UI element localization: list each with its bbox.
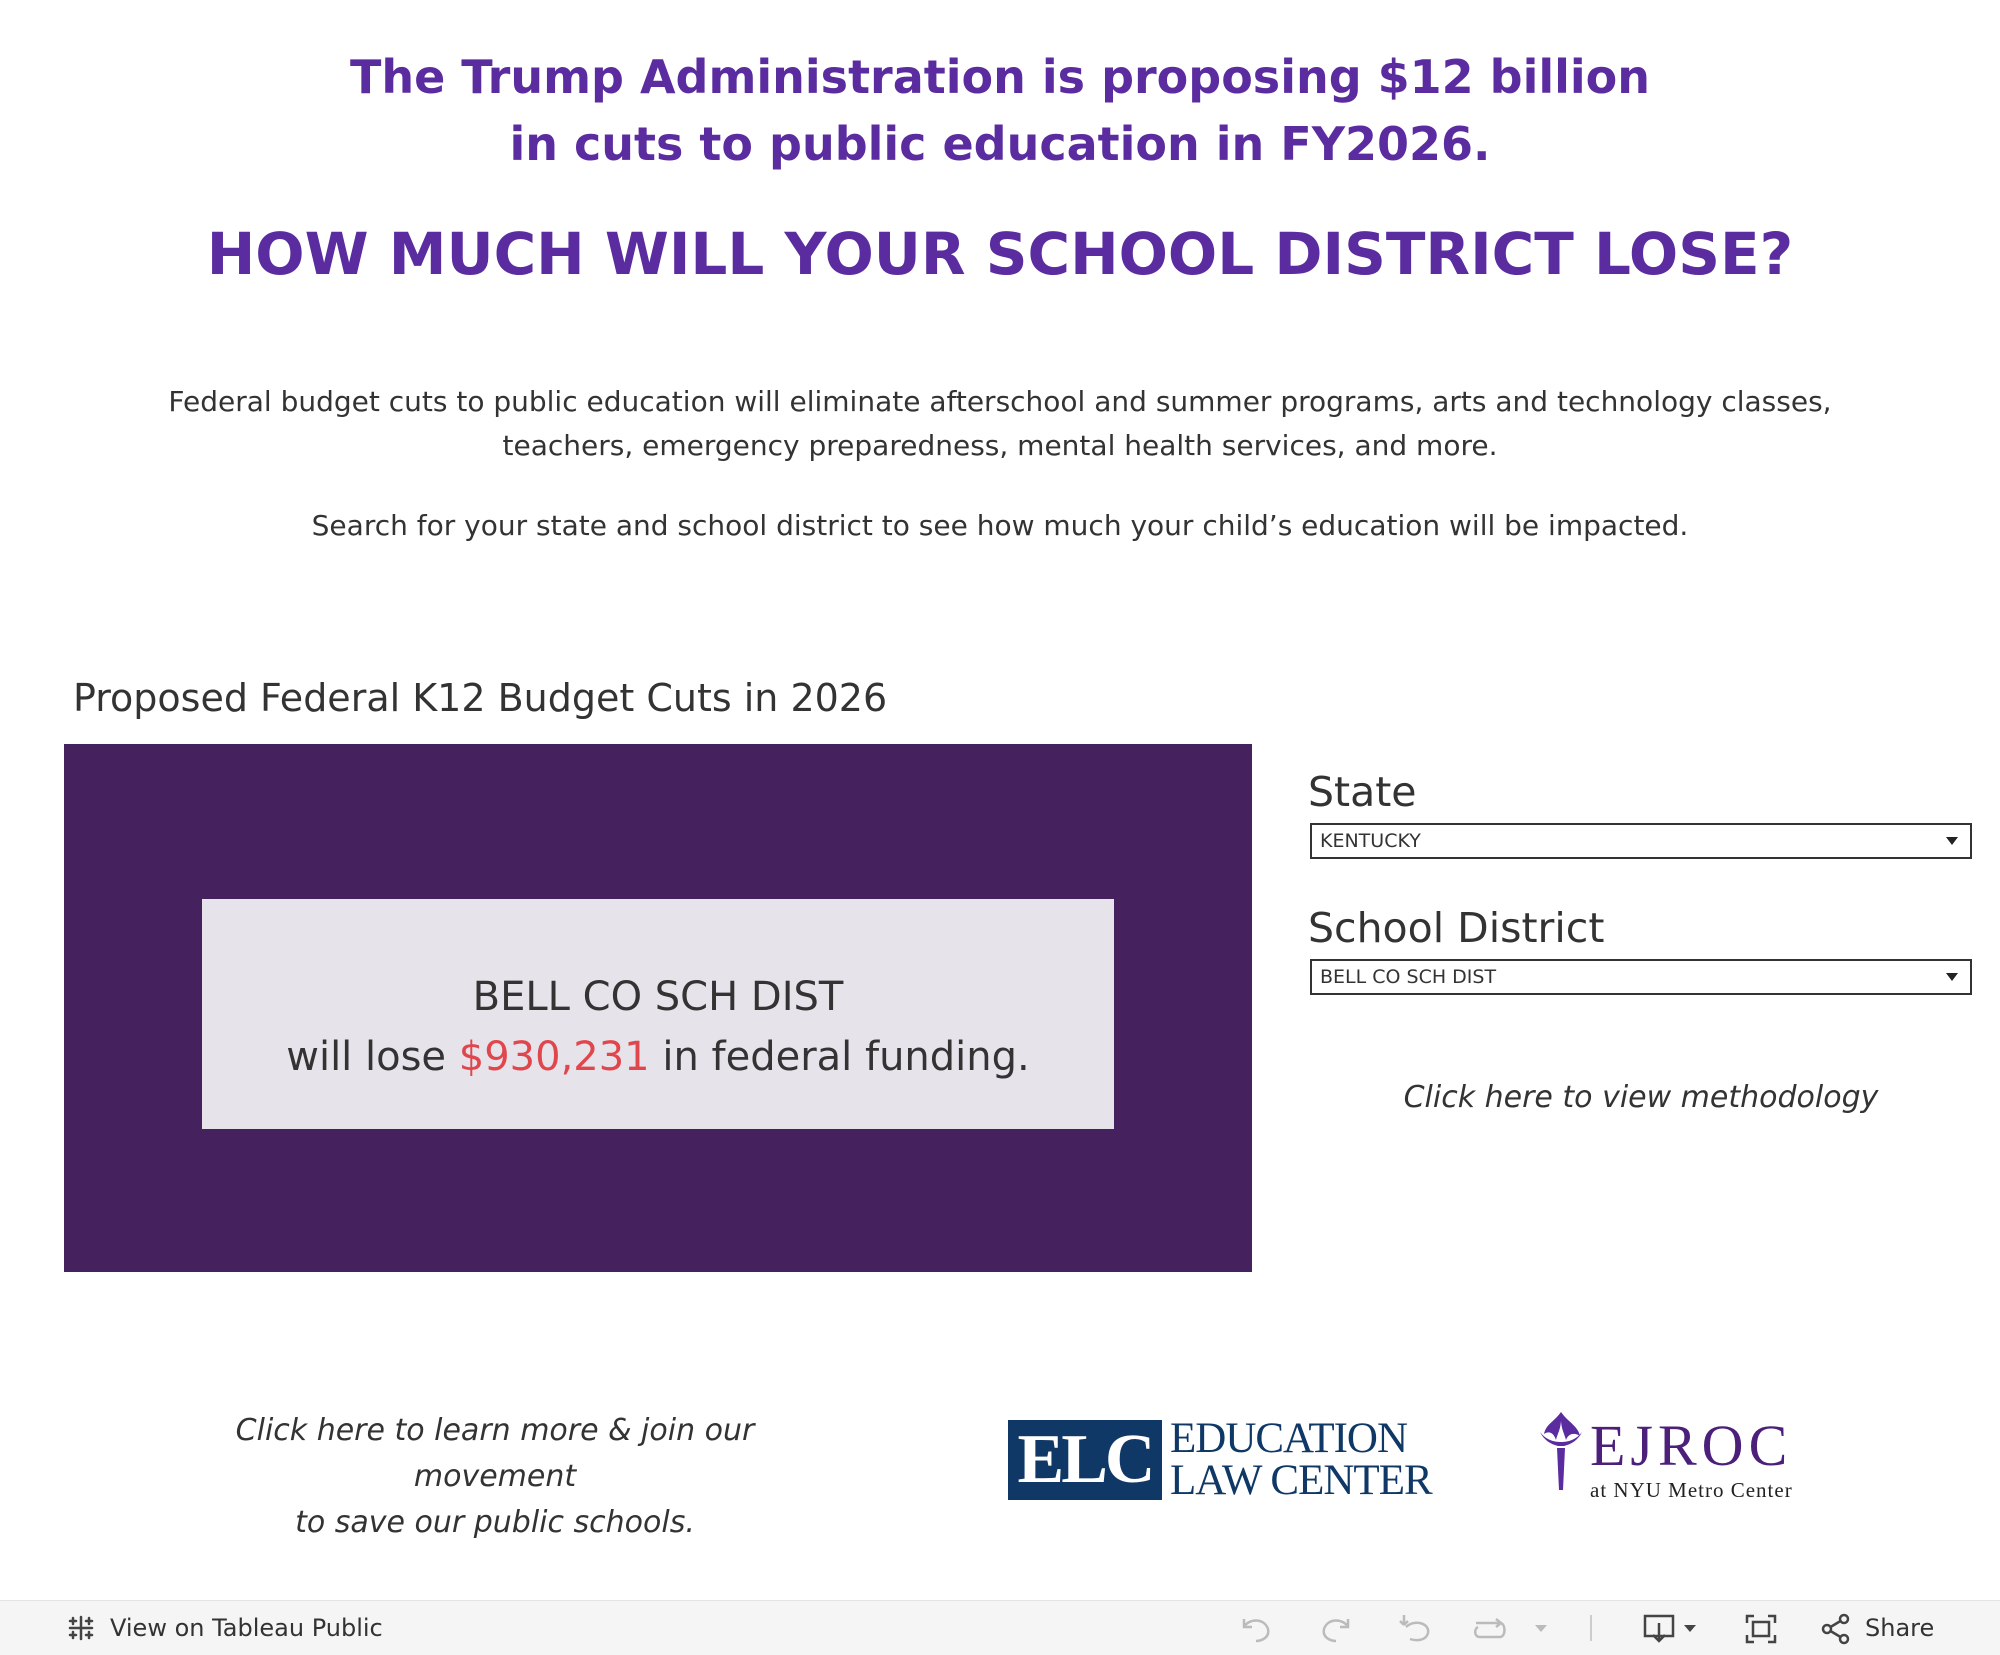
refresh-icon[interactable] (1470, 1613, 1510, 1643)
share-button[interactable]: Share (1865, 1614, 1935, 1642)
elc-logo-text[interactable] (1170, 1415, 1450, 1504)
chevron-down-icon (1946, 973, 1958, 981)
intro-paragraph (120, 380, 1880, 468)
download-icon[interactable] (1642, 1613, 1702, 1643)
intro-line-2: teachers, emergency preparedness, mental health services, and more. (502, 429, 1498, 462)
chevron-down-icon (1946, 837, 1958, 845)
state-filter-label: State (1308, 768, 1417, 816)
revert-icon[interactable] (1396, 1613, 1436, 1643)
tableau-icon (66, 1613, 96, 1643)
search-hint: Search for your state and school district to see how much your child’s education will be impacted. (311, 509, 1689, 542)
elc-logo-mark[interactable]: ELC (1008, 1420, 1162, 1500)
elc-line-2: LAW CENTER (1170, 1457, 1432, 1504)
fullscreen-icon[interactable] (1744, 1613, 1778, 1645)
loss-suffix: in federal funding. (662, 1034, 1030, 1080)
pause-dropdown-icon[interactable] (1532, 1613, 1550, 1643)
loss-statement (202, 1027, 1114, 1087)
headline-line-1: The Trump Administration is proposing $12 billion (349, 50, 1651, 104)
ejroc-subtitle: at NYU Metro Center (1590, 1478, 1793, 1502)
loss-amount: $930,231 (458, 1034, 650, 1080)
district-dropdown[interactable] (1310, 959, 1972, 995)
state-dropdown[interactable] (1310, 823, 1972, 859)
movement-line-1: Click here to learn more & join our movement (235, 1413, 755, 1494)
budget-cut-panel (64, 744, 1252, 1272)
state-dropdown-value: KENTUCKY (1320, 830, 1421, 852)
result-card (202, 899, 1114, 1129)
district-filter-label: School District (1308, 904, 1605, 952)
loss-prefix: will lose (286, 1034, 447, 1080)
district-name: BELL CO SCH DIST (472, 974, 844, 1020)
torch-icon (1536, 1410, 1586, 1494)
intro-line-1: Federal budget cuts to public education will eliminate afterschool and summer programs, arts and technology classes, (168, 385, 1832, 418)
elc-line-1: EDUCATION (1170, 1415, 1408, 1462)
ejroc-logo[interactable]: EJROC (1590, 1413, 1793, 1478)
page-title: HOW MUCH WILL YOUR SCHOOL DISTRICT LOSE? (206, 220, 1794, 288)
toolbar-divider (1590, 1615, 1592, 1641)
share-icon[interactable] (1820, 1613, 1852, 1645)
methodology-link[interactable]: Click here to view methodology (1403, 1080, 1879, 1115)
chart-title: Proposed Federal K12 Budget Cuts in 2026 (73, 676, 888, 720)
tableau-toolbar (0, 1600, 2000, 1655)
district-dropdown-value: BELL CO SCH DIST (1320, 966, 1497, 988)
undo-icon[interactable] (1238, 1613, 1274, 1643)
join-movement-link[interactable] (160, 1408, 830, 1546)
redo-icon[interactable] (1318, 1613, 1354, 1643)
headline-line-2: in cuts to public education in FY2026. (509, 117, 1491, 171)
view-on-tableau-link[interactable]: View on Tableau Public (110, 1614, 383, 1642)
movement-line-2: to save our public schools. (295, 1505, 695, 1540)
